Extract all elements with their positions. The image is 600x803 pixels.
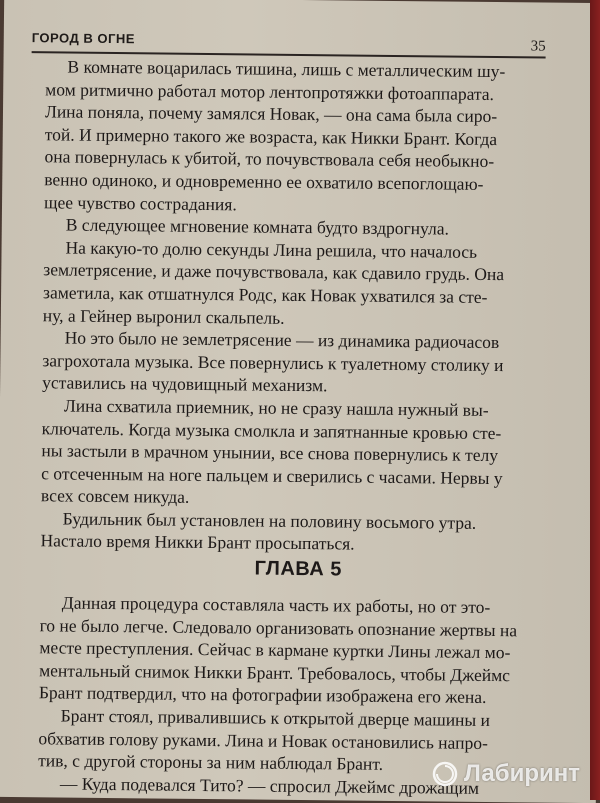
text-line: с отсеченным на ноге пальцем и сверились с часами. Нервы у [41,462,503,488]
text-line: Брант стоял, привалившись к открытой дверце машины и [60,705,491,730]
text-line: ны застыли в мрачном унынии, все снова повернулись к телу [41,440,499,466]
page-number: 35 [530,38,546,55]
text-line: Брант подтвердил, что на фотографии изображена его жена. [38,682,487,708]
text-line: всех совсем никуда. [40,485,190,508]
page-header [31,29,546,55]
text-line: ну, а Гейнер выронил скальпель. [42,304,285,328]
labyrinth-logo-icon [432,761,458,787]
text-line: уставились на чудовищный механизм. [42,372,328,396]
text-line: венно одиноко, и одновременно ее охватило всепоглощаю- [44,169,484,194]
text-line: Настало время Никки Брант просыпаться. [40,530,355,555]
text-line: На какую-то долю секунды Лина решила, что началось [65,237,478,262]
watermark-text: Лабиринт [463,760,580,787]
text-line: мом ритмично работал мотор лентопротяжки фотоаппарата. [45,78,495,104]
text-line: обхватив голову руками. Лина и Новак остановились напро- [38,727,488,753]
text-line: тив, с другой стороны за ним наблюдал Брант. [38,750,384,775]
text-line: В комнате воцарилась тишина, лишь с металлическим шу- [67,56,506,82]
chapter-heading: ГЛАВА 5 [254,557,343,581]
text-line: загрохотала музыка. Все повернулись к туалетному столику и [42,350,504,375]
book-spine-edge [590,0,600,800]
text-line: Лина поняла, почему замялся Новак, — она сама была сиро- [44,101,498,127]
text-line: В следующее мгновение комната будто вздрогнула. [65,214,450,239]
text-line: землетрясение, и даже почувствовала, как сдавило грудь. Она [43,259,505,285]
text-line: заметила, как отшатнулся Родс, как Новак ухватился за сте- [43,282,488,307]
watermark [432,760,580,788]
text-block-1 [40,55,565,557]
text-line: го не было легче. Следовало организовать опознание жертвы на [39,614,518,640]
text-line: Но это было не землетрясение — из динамика радиочасов [64,327,500,353]
text-line: Лина схватила приемник, но не сразу нашла нужный вы- [63,395,489,420]
text-line: она повернулась к убитой, то почувствовала себя необыкно- [44,146,495,172]
text-line: щее чувство сострадания. [43,191,237,214]
text-line: месте преступления. Сейчас в кармане куртки Лины лежал мо- [39,637,511,663]
running-title: ГОРОД В ОГНЕ [31,30,136,47]
text-line: ключатель. Когда музыка смолкла и запятнанные кровью сте- [41,417,502,443]
text-line: той. И примерно такого же возраста, как Никки Брант. Когда [44,124,498,149]
text-line: ментальный снимок Никки Брант. Требовалось, чтобы Джеймс [39,660,511,685]
text-line: — Куда подевался Тито? — спросил Джеймс дрожащим [59,773,480,798]
text-line: Будильник был установлен на половину восьмого утра. [62,508,477,533]
text-line: Данная процедура составляла часть их работы, но от это- [61,592,491,618]
